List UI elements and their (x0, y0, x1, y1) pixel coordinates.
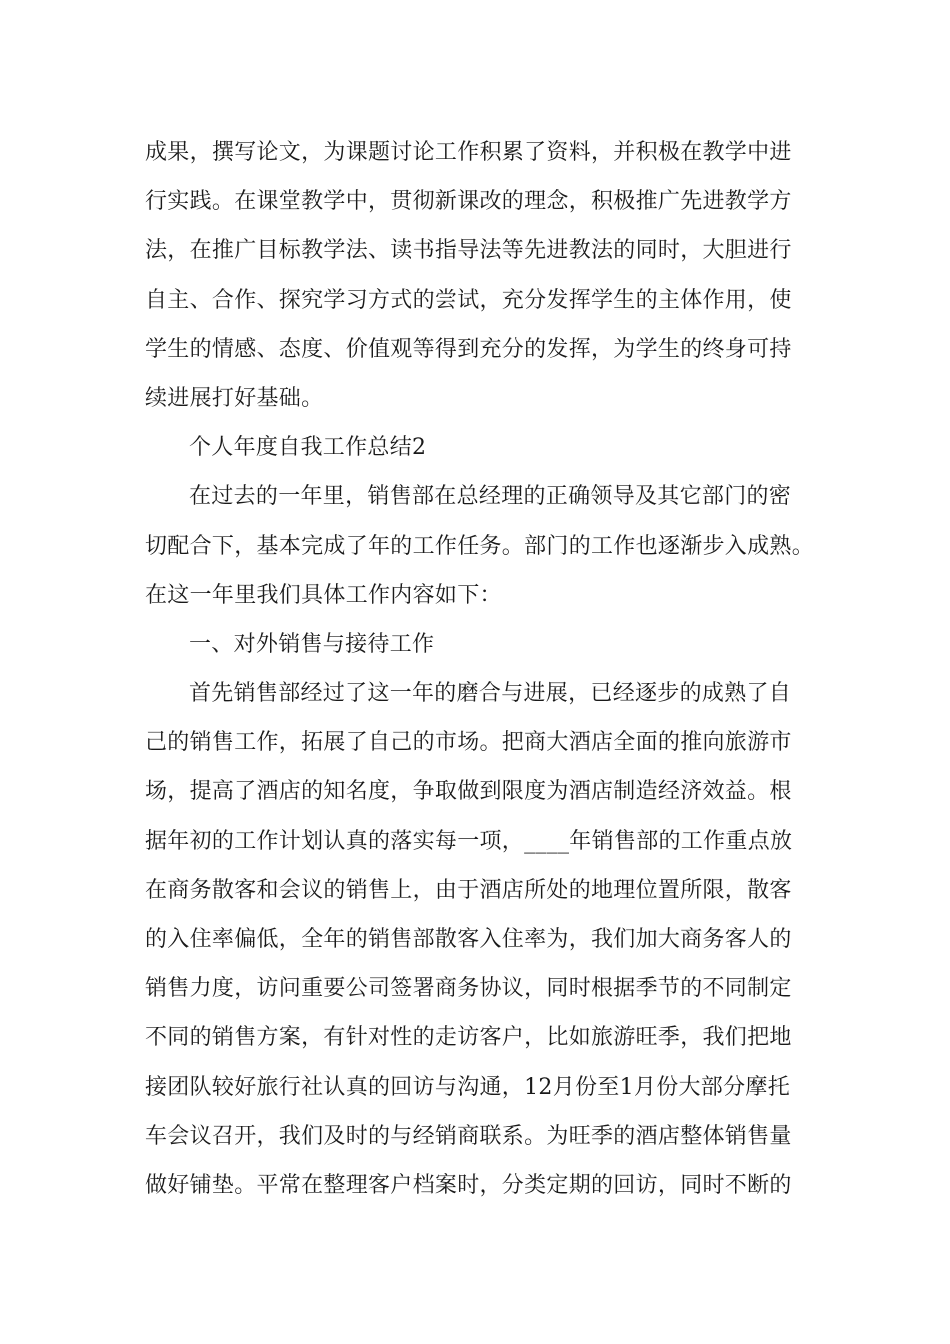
paragraph-line: 在这一年里我们具体工作内容如下： (145, 582, 502, 608)
paragraph-line: 学生的情感、态度、价值观等得到充分的发挥，为学生的终身可持 (145, 336, 792, 362)
paragraph-line: 销售力度，访问重要公司签署商务协议，同时根据季节的不同制定 (145, 976, 792, 1002)
paragraph-line: 法，在推广目标教学法、读书指导法等先进教法的同时，大胆进行 (145, 238, 792, 264)
paragraph-line: 接团队较好旅行社认真的回访与沟通，12月份至1月份大部分摩托 (145, 1074, 790, 1100)
paragraph-line: 切配合下，基本完成了年的工作任务。部门的工作也逐渐步入成熟。 (145, 533, 815, 559)
subsection-heading: 一、对外销售与接待工作 (189, 631, 435, 657)
section-heading: 个人年度自我工作总结2 (189, 435, 427, 461)
paragraph-line: 不同的销售方案，有针对性的走访客户，比如旅游旺季，我们把地 (145, 1025, 792, 1051)
paragraph-line: 车会议召开，我们及时的与经销商联系。为旺季的酒店整体销售量 (145, 1123, 792, 1149)
paragraph-line: 在商务散客和会议的销售上，由于酒店所处的地理位置所限，散客 (145, 877, 792, 903)
paragraph-line: 做好铺垫。平常在整理客户档案时，分类定期的回访，同时不断的 (145, 1172, 792, 1198)
paragraph-line: 首先销售部经过了这一年的磨合与进展，已经逐步的成熟了自 (189, 681, 792, 707)
document-body (145, 128, 825, 1210)
paragraph-line: 场，提高了酒店的知名度，争取做到限度为酒店制造经济效益。根 (145, 779, 792, 805)
paragraph-line: 的入住率偏低，全年的销售部散客入住率为，我们加大商务客人的 (145, 927, 792, 952)
paragraph-line: 行实践。在课堂教学中，贯彻新课改的理念，积极推广先进教学方 (145, 189, 792, 215)
paragraph-line: 据年初的工作计划认真的落实每一项，____年销售部的工作重点放 (145, 828, 793, 854)
paragraph-line: 自主、合作、探究学习方式的尝试，充分发挥学生的主体作用，使 (145, 287, 792, 313)
paragraph-line: 续进展打好基础。 (145, 385, 324, 411)
paragraph-line: 成果，撰写论文，为课题讨论工作积累了资料，并积极在教学中进 (145, 140, 792, 165)
paragraph-line: 己的销售工作，拓展了自己的市场。把商大酒店全面的推向旅游市 (145, 730, 792, 756)
paragraph-line: 在过去的一年里，销售部在总经理的正确领导及其它部门的密 (189, 484, 792, 510)
